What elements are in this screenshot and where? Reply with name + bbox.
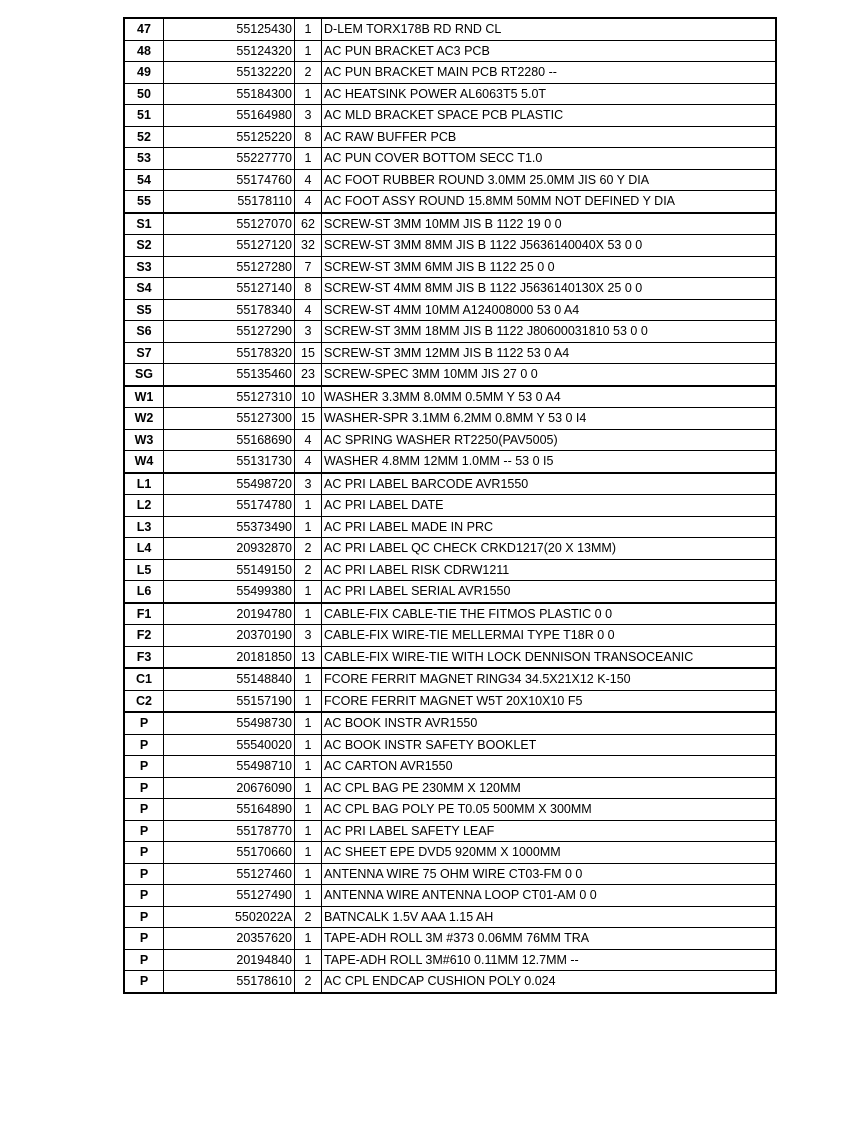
quantity-cell: 3 xyxy=(295,473,322,495)
part-number-cell: 55127140 xyxy=(164,278,295,300)
ref-number-cell: P xyxy=(124,712,164,734)
description-cell: SCREW-ST 4MM 8MM JIS B 1122 J5636140130X 25 0 0 xyxy=(322,278,777,300)
table-row xyxy=(124,386,776,408)
part-number-cell: 55174760 xyxy=(164,169,295,191)
table-row xyxy=(124,777,776,799)
description-cell: AC PRI LABEL BARCODE AVR1550 xyxy=(322,473,777,495)
table-row xyxy=(124,235,776,257)
table-row xyxy=(124,646,776,668)
quantity-cell: 1 xyxy=(295,40,322,62)
quantity-cell: 1 xyxy=(295,83,322,105)
part-number-cell: 55498710 xyxy=(164,756,295,778)
quantity-cell: 2 xyxy=(295,559,322,581)
part-number-cell: 20181850 xyxy=(164,646,295,668)
description-cell: AC PRI LABEL RISK CDRW1211 xyxy=(322,559,777,581)
quantity-cell: 1 xyxy=(295,734,322,756)
description-cell: SCREW-ST 4MM 10MM A124008000 53 0 A4 xyxy=(322,299,777,321)
ref-number-cell: W3 xyxy=(124,429,164,451)
part-number-cell: 55127290 xyxy=(164,321,295,343)
ref-number-cell: 49 xyxy=(124,62,164,84)
description-cell: SCREW-SPEC 3MM 10MM JIS 27 0 0 xyxy=(322,364,777,386)
description-cell: AC BOOK INSTR AVR1550 xyxy=(322,712,777,734)
ref-number-cell: 54 xyxy=(124,169,164,191)
part-number-cell: 55125220 xyxy=(164,126,295,148)
table-row xyxy=(124,299,776,321)
description-cell: D-LEM TORX178B RD RND CL xyxy=(322,18,777,40)
table-row xyxy=(124,126,776,148)
part-number-cell: 55178110 xyxy=(164,191,295,213)
part-number-cell: 55164980 xyxy=(164,105,295,127)
description-cell: AC PUN COVER BOTTOM SECC T1.0 xyxy=(322,148,777,170)
description-cell: AC PRI LABEL SAFETY LEAF xyxy=(322,820,777,842)
table-row xyxy=(124,538,776,560)
ref-number-cell: L5 xyxy=(124,559,164,581)
table-row xyxy=(124,278,776,300)
table-row xyxy=(124,451,776,473)
description-cell: TAPE-ADH ROLL 3M #373 0.06MM 76MM TRA xyxy=(322,928,777,950)
quantity-cell: 2 xyxy=(295,906,322,928)
quantity-cell: 1 xyxy=(295,949,322,971)
table-row xyxy=(124,429,776,451)
description-cell: AC CPL BAG PE 230MM X 120MM xyxy=(322,777,777,799)
description-cell: SCREW-ST 3MM 6MM JIS B 1122 25 0 0 xyxy=(322,256,777,278)
quantity-cell: 3 xyxy=(295,321,322,343)
table-row xyxy=(124,408,776,430)
ref-number-cell: C2 xyxy=(124,690,164,712)
table-row xyxy=(124,863,776,885)
quantity-cell: 1 xyxy=(295,777,322,799)
quantity-cell: 1 xyxy=(295,885,322,907)
quantity-cell: 1 xyxy=(295,18,322,40)
part-number-cell: 55127280 xyxy=(164,256,295,278)
ref-number-cell: P xyxy=(124,820,164,842)
ref-number-cell: P xyxy=(124,799,164,821)
part-number-cell: 55174780 xyxy=(164,495,295,517)
description-cell: FCORE FERRIT MAGNET RING34 34.5X21X12 K-150 xyxy=(322,668,777,690)
ref-number-cell: P xyxy=(124,906,164,928)
description-cell: AC SPRING WASHER RT2250(PAV5005) xyxy=(322,429,777,451)
ref-number-cell: F3 xyxy=(124,646,164,668)
parts-list-table xyxy=(123,17,777,994)
table-row xyxy=(124,799,776,821)
description-cell: AC PRI LABEL MADE IN PRC xyxy=(322,516,777,538)
table-row xyxy=(124,148,776,170)
quantity-cell: 62 xyxy=(295,213,322,235)
table-row xyxy=(124,342,776,364)
table-row xyxy=(124,734,776,756)
part-number-cell: 55157190 xyxy=(164,690,295,712)
table-row xyxy=(124,906,776,928)
part-number-cell: 55127070 xyxy=(164,213,295,235)
quantity-cell: 1 xyxy=(295,842,322,864)
quantity-cell: 23 xyxy=(295,364,322,386)
description-cell: ANTENNA WIRE 75 OHM WIRE CT03-FM 0 0 xyxy=(322,863,777,885)
table-row xyxy=(124,603,776,625)
quantity-cell: 4 xyxy=(295,429,322,451)
part-number-cell: 55164890 xyxy=(164,799,295,821)
table-row xyxy=(124,495,776,517)
ref-number-cell: W1 xyxy=(124,386,164,408)
quantity-cell: 8 xyxy=(295,278,322,300)
ref-number-cell: P xyxy=(124,734,164,756)
part-number-cell: 55131730 xyxy=(164,451,295,473)
ref-number-cell: L2 xyxy=(124,495,164,517)
quantity-cell: 4 xyxy=(295,451,322,473)
part-number-cell: 55498720 xyxy=(164,473,295,495)
ref-number-cell: L4 xyxy=(124,538,164,560)
ref-number-cell: P xyxy=(124,885,164,907)
table-row xyxy=(124,169,776,191)
description-cell: WASHER 4.8MM 12MM 1.0MM -- 53 0 I5 xyxy=(322,451,777,473)
ref-number-cell: W4 xyxy=(124,451,164,473)
part-number-cell: 20676090 xyxy=(164,777,295,799)
description-cell: AC PRI LABEL QC CHECK CRKD1217(20 X 13MM) xyxy=(322,538,777,560)
description-cell: SCREW-ST 3MM 8MM JIS B 1122 J5636140040X 53 0 0 xyxy=(322,235,777,257)
quantity-cell: 1 xyxy=(295,148,322,170)
ref-number-cell: P xyxy=(124,949,164,971)
table-row xyxy=(124,625,776,647)
ref-number-cell: S5 xyxy=(124,299,164,321)
part-number-cell: 55135460 xyxy=(164,364,295,386)
ref-number-cell: SG xyxy=(124,364,164,386)
part-number-cell: 55170660 xyxy=(164,842,295,864)
description-cell: CABLE-FIX WIRE-TIE MELLERMAI TYPE T18R 0 0 xyxy=(322,625,777,647)
part-number-cell: 20194780 xyxy=(164,603,295,625)
quantity-cell: 13 xyxy=(295,646,322,668)
ref-number-cell: L3 xyxy=(124,516,164,538)
quantity-cell: 1 xyxy=(295,581,322,603)
part-number-cell: 55127460 xyxy=(164,863,295,885)
table-row xyxy=(124,516,776,538)
table-row xyxy=(124,971,776,993)
part-number-cell: 55373490 xyxy=(164,516,295,538)
part-number-cell: 20357620 xyxy=(164,928,295,950)
ref-number-cell: P xyxy=(124,777,164,799)
ref-number-cell: P xyxy=(124,842,164,864)
table-row xyxy=(124,62,776,84)
description-cell: AC HEATSINK POWER AL6063T5 5.0T xyxy=(322,83,777,105)
description-cell: AC SHEET EPE DVD5 920MM X 1000MM xyxy=(322,842,777,864)
part-number-cell: 55125430 xyxy=(164,18,295,40)
description-cell: AC RAW BUFFER PCB xyxy=(322,126,777,148)
quantity-cell: 15 xyxy=(295,342,322,364)
table-row xyxy=(124,18,776,40)
ref-number-cell: 55 xyxy=(124,191,164,213)
part-number-cell: 55540020 xyxy=(164,734,295,756)
quantity-cell: 32 xyxy=(295,235,322,257)
description-cell: AC FOOT ASSY ROUND 15.8MM 50MM NOT DEFINED Y DIA xyxy=(322,191,777,213)
ref-number-cell: P xyxy=(124,928,164,950)
quantity-cell: 1 xyxy=(295,863,322,885)
description-cell: AC PRI LABEL SERIAL AVR1550 xyxy=(322,581,777,603)
part-number-cell: 55178340 xyxy=(164,299,295,321)
quantity-cell: 1 xyxy=(295,820,322,842)
table-row xyxy=(124,885,776,907)
ref-number-cell: L1 xyxy=(124,473,164,495)
description-cell: WASHER-SPR 3.1MM 6.2MM 0.8MM Y 53 0 I4 xyxy=(322,408,777,430)
quantity-cell: 1 xyxy=(295,690,322,712)
table-row xyxy=(124,820,776,842)
table-row xyxy=(124,105,776,127)
part-number-cell: 55178770 xyxy=(164,820,295,842)
table-row xyxy=(124,842,776,864)
quantity-cell: 10 xyxy=(295,386,322,408)
table-row xyxy=(124,191,776,213)
table-row xyxy=(124,364,776,386)
quantity-cell: 1 xyxy=(295,516,322,538)
quantity-cell: 1 xyxy=(295,495,322,517)
table-row xyxy=(124,949,776,971)
quantity-cell: 1 xyxy=(295,756,322,778)
description-cell: AC PRI LABEL DATE xyxy=(322,495,777,517)
part-number-cell: 5502022A xyxy=(164,906,295,928)
description-cell: SCREW-ST 3MM 10MM JIS B 1122 19 0 0 xyxy=(322,213,777,235)
description-cell: AC PUN BRACKET AC3 PCB xyxy=(322,40,777,62)
quantity-cell: 1 xyxy=(295,799,322,821)
ref-number-cell: C1 xyxy=(124,668,164,690)
part-number-cell: 20194840 xyxy=(164,949,295,971)
table-row xyxy=(124,559,776,581)
description-cell: AC MLD BRACKET SPACE PCB PLASTIC xyxy=(322,105,777,127)
part-number-cell: 55124320 xyxy=(164,40,295,62)
ref-number-cell: P xyxy=(124,756,164,778)
part-number-cell: 55184300 xyxy=(164,83,295,105)
part-number-cell: 55178320 xyxy=(164,342,295,364)
ref-number-cell: S4 xyxy=(124,278,164,300)
description-cell: AC FOOT RUBBER ROUND 3.0MM 25.0MM JIS 60 Y DIA xyxy=(322,169,777,191)
part-number-cell: 55127490 xyxy=(164,885,295,907)
part-number-cell: 55178610 xyxy=(164,971,295,993)
ref-number-cell: P xyxy=(124,971,164,993)
description-cell: WASHER 3.3MM 8.0MM 0.5MM Y 53 0 A4 xyxy=(322,386,777,408)
table-row xyxy=(124,928,776,950)
table-row xyxy=(124,256,776,278)
part-number-cell: 55498730 xyxy=(164,712,295,734)
part-number-cell: 55168690 xyxy=(164,429,295,451)
ref-number-cell: S6 xyxy=(124,321,164,343)
ref-number-cell: L6 xyxy=(124,581,164,603)
part-number-cell: 55148840 xyxy=(164,668,295,690)
description-cell: AC BOOK INSTR SAFETY BOOKLET xyxy=(322,734,777,756)
quantity-cell: 1 xyxy=(295,603,322,625)
ref-number-cell: S3 xyxy=(124,256,164,278)
description-cell: CABLE-FIX CABLE-TIE THE FITMOS PLASTIC 0 0 xyxy=(322,603,777,625)
table-row xyxy=(124,40,776,62)
ref-number-cell: 47 xyxy=(124,18,164,40)
table-row xyxy=(124,668,776,690)
quantity-cell: 4 xyxy=(295,169,322,191)
part-number-cell: 20932870 xyxy=(164,538,295,560)
quantity-cell: 15 xyxy=(295,408,322,430)
part-number-cell: 20370190 xyxy=(164,625,295,647)
table-row xyxy=(124,83,776,105)
ref-number-cell: 51 xyxy=(124,105,164,127)
part-number-cell: 55499380 xyxy=(164,581,295,603)
description-cell: BATNCALK 1.5V AAA 1.15 AH xyxy=(322,906,777,928)
parts-list-body xyxy=(124,18,776,993)
description-cell: SCREW-ST 3MM 12MM JIS B 1122 53 0 A4 xyxy=(322,342,777,364)
part-number-cell: 55127310 xyxy=(164,386,295,408)
quantity-cell: 4 xyxy=(295,299,322,321)
ref-number-cell: S1 xyxy=(124,213,164,235)
description-cell: AC PUN BRACKET MAIN PCB RT2280 -- xyxy=(322,62,777,84)
quantity-cell: 2 xyxy=(295,62,322,84)
description-cell: ANTENNA WIRE ANTENNA LOOP CT01-AM 0 0 xyxy=(322,885,777,907)
ref-number-cell: S2 xyxy=(124,235,164,257)
part-number-cell: 55132220 xyxy=(164,62,295,84)
description-cell: AC CARTON AVR1550 xyxy=(322,756,777,778)
ref-number-cell: 48 xyxy=(124,40,164,62)
table-row xyxy=(124,581,776,603)
quantity-cell: 1 xyxy=(295,928,322,950)
ref-number-cell: F1 xyxy=(124,603,164,625)
table-row xyxy=(124,690,776,712)
table-row xyxy=(124,321,776,343)
table-row xyxy=(124,712,776,734)
quantity-cell: 3 xyxy=(295,625,322,647)
description-cell: SCREW-ST 3MM 18MM JIS B 1122 J80600031810 53 0 0 xyxy=(322,321,777,343)
description-cell: FCORE FERRIT MAGNET W5T 20X10X10 F5 xyxy=(322,690,777,712)
description-cell: AC CPL ENDCAP CUSHION POLY 0.024 xyxy=(322,971,777,993)
table-row xyxy=(124,473,776,495)
quantity-cell: 8 xyxy=(295,126,322,148)
ref-number-cell: 52 xyxy=(124,126,164,148)
description-cell: AC CPL BAG POLY PE T0.05 500MM X 300MM xyxy=(322,799,777,821)
quantity-cell: 3 xyxy=(295,105,322,127)
quantity-cell: 4 xyxy=(295,191,322,213)
part-number-cell: 55127120 xyxy=(164,235,295,257)
ref-number-cell: S7 xyxy=(124,342,164,364)
ref-number-cell: 53 xyxy=(124,148,164,170)
part-number-cell: 55227770 xyxy=(164,148,295,170)
table-row xyxy=(124,213,776,235)
quantity-cell: 2 xyxy=(295,971,322,993)
table-row xyxy=(124,756,776,778)
quantity-cell: 1 xyxy=(295,668,322,690)
quantity-cell: 1 xyxy=(295,712,322,734)
quantity-cell: 7 xyxy=(295,256,322,278)
part-number-cell: 55149150 xyxy=(164,559,295,581)
part-number-cell: 55127300 xyxy=(164,408,295,430)
description-cell: TAPE-ADH ROLL 3M#610 0.11MM 12.7MM -- xyxy=(322,949,777,971)
ref-number-cell: F2 xyxy=(124,625,164,647)
ref-number-cell: 50 xyxy=(124,83,164,105)
description-cell: CABLE-FIX WIRE-TIE WITH LOCK DENNISON TRANSOCEANIC xyxy=(322,646,777,668)
ref-number-cell: P xyxy=(124,863,164,885)
ref-number-cell: W2 xyxy=(124,408,164,430)
quantity-cell: 2 xyxy=(295,538,322,560)
